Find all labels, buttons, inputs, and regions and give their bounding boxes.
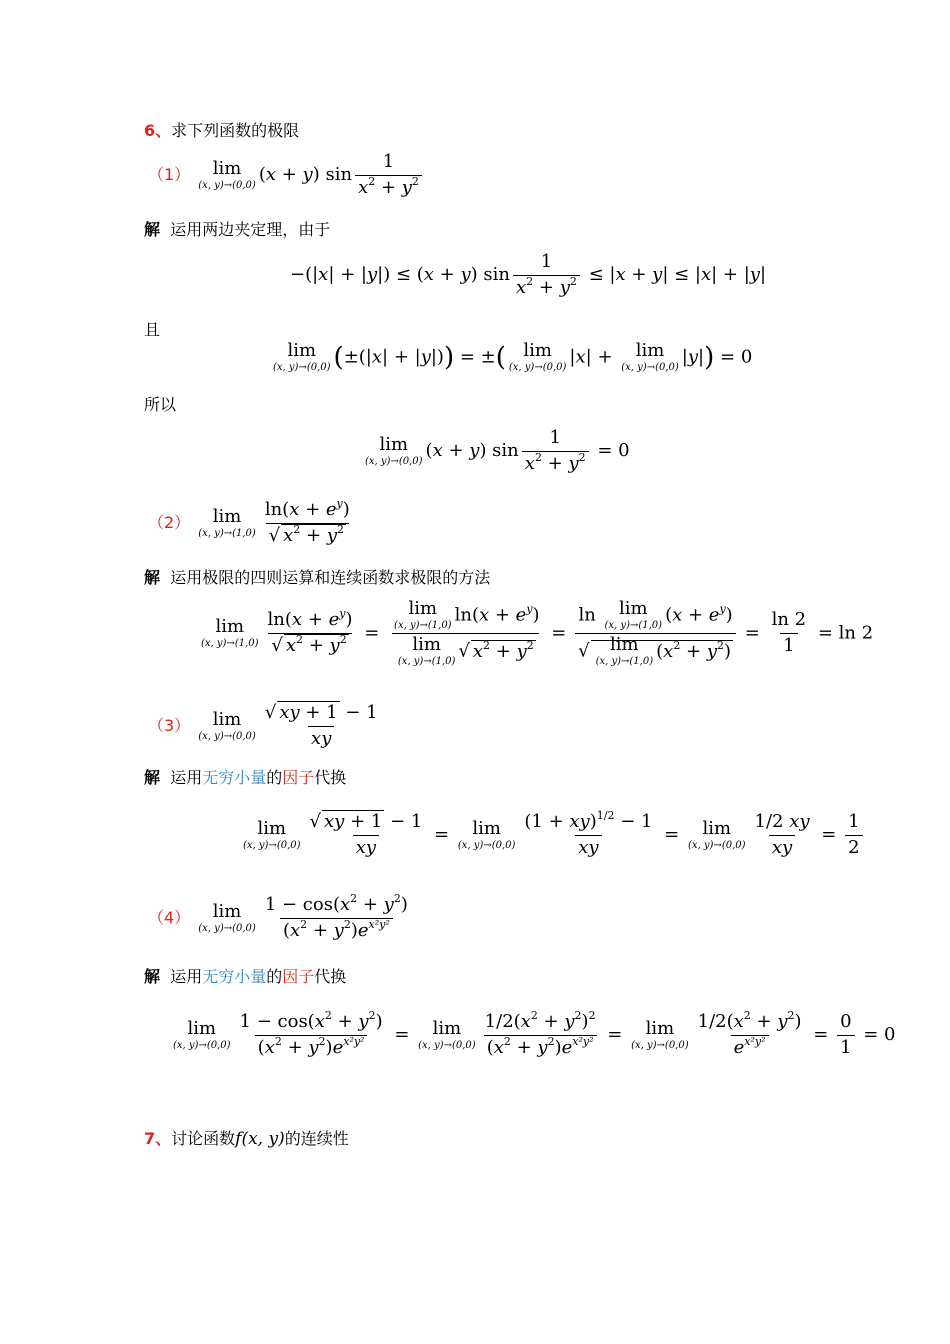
question-6-number: 6、 <box>144 121 172 140</box>
question-7-header: 7、讨论函数f(x, y)的连续性 <box>144 1129 349 1149</box>
item-2-expression: lim (x, y)→(1,0) $\frac{\ln(x + e^y)}{√ x^2 + y^2}$ <box>198 497 350 546</box>
item-4-solution-intro: 解 运用无穷小量的因子代换 <box>144 967 347 986</box>
item-2-solution-chain: lim (x, y)→(1,0) $\frac{\ln(x + e^y)}{√ x^2 + y^2}$ = lim (x, y)→(1,0) $\ln(x + e^y)$ lim (x, y)→(1,0) √ $x^2 + y^2$ = ln lim (x, y)→(1,0) $(x + e^y)$ √ lim (x, y)→(1,0) $(x^2 + y^2)$ = $\frac{\ln 2}{1}$ = ln 2 <box>201 598 874 667</box>
item-2-label: （2） <box>148 513 191 533</box>
item-2-problem <box>148 497 356 546</box>
item-1-expression: lim (x, y)→(0,0) (x + y) sin $\frac{1}{x^2 + y^2}$ <box>195 164 425 185</box>
item-1-and-word: 且 <box>144 320 161 339</box>
item-1-squeeze-inequality: −(|x| + |y|) ≤ (x + y) sin $\frac{1}{x^2 + y^2}$ ≤ |x + y| ≤ |x| + |y| <box>290 251 767 298</box>
item-4-label: （4） <box>148 908 191 928</box>
question-6-header <box>144 118 299 141</box>
item-4-solution-chain: lim (x, y)→(0,0) $\frac{1 - \cos(x^2 + y^2)}{(x^2 + y^2)e^{x^2y^2}}$ = lim (x, y)→(0,0) $\frac{1/2(x^2 + y^2)^2}{(x^2 + y^2)e^{x^2y^2}}$ = lim (x, y)→(0,0) $\frac{1/2(x^2 + y^2)}{e^{x^2y^2}}$ = $\frac{0}{1}$ = 0 <box>173 1009 896 1058</box>
question-6-title: 求下列函数的极限 <box>171 121 300 140</box>
item-1-problem <box>148 152 425 198</box>
question-7-function: f(x, y) <box>235 1129 285 1149</box>
item-1-so-word: 所以 <box>144 395 177 414</box>
item-1-bound-limits: lim (x, y)→(0,0) (±(|x| + |y|)) = ±( lim (x, y)→(0,0) |x| + lim (x, y)→(0,0) |y|) = 0 <box>273 340 753 373</box>
item-1-solution-intro: 解 运用两边夹定理，由于 <box>144 220 331 239</box>
question-7-number: 7、 <box>144 1129 172 1148</box>
item-2-solution-intro: 解 运用极限的四则运算和连续函数求极限的方法 <box>144 568 491 587</box>
item-1-result: lim (x, y)→(0,0) (x + y) sin $\frac{1}{x^2 + y^2}$ = 0 <box>365 427 630 474</box>
item-3-expression: lim (x, y)→(0,0) $\frac{√ xy + 1 - 1}{xy}$ <box>198 702 378 749</box>
item-4-expression: lim (x, y)→(0,0) $\frac{1 - \cos(x^2 + y^2)}{(x^2 + y^2)e^{x^2y^2}}$ <box>198 892 408 941</box>
item-3-label: （3） <box>148 716 191 736</box>
item-3-solution-chain: lim (x, y)→(0,0) $\frac{√ xy + 1 - 1}{xy}$ = lim (x, y)→(0,0) $\frac{(1 + xy)^{1/2} - 1}{xy}$ = lim (x, y)→(0,0) $\frac{1/2 xy}{xy}$ = $\frac{1}{2}$ <box>240 812 866 858</box>
item-3-solution-intro: 解 运用无穷小量的因子代换 <box>144 768 347 787</box>
item-4-problem <box>148 892 414 941</box>
item-1-label: （1） <box>148 165 191 185</box>
item-3-problem <box>148 703 384 749</box>
